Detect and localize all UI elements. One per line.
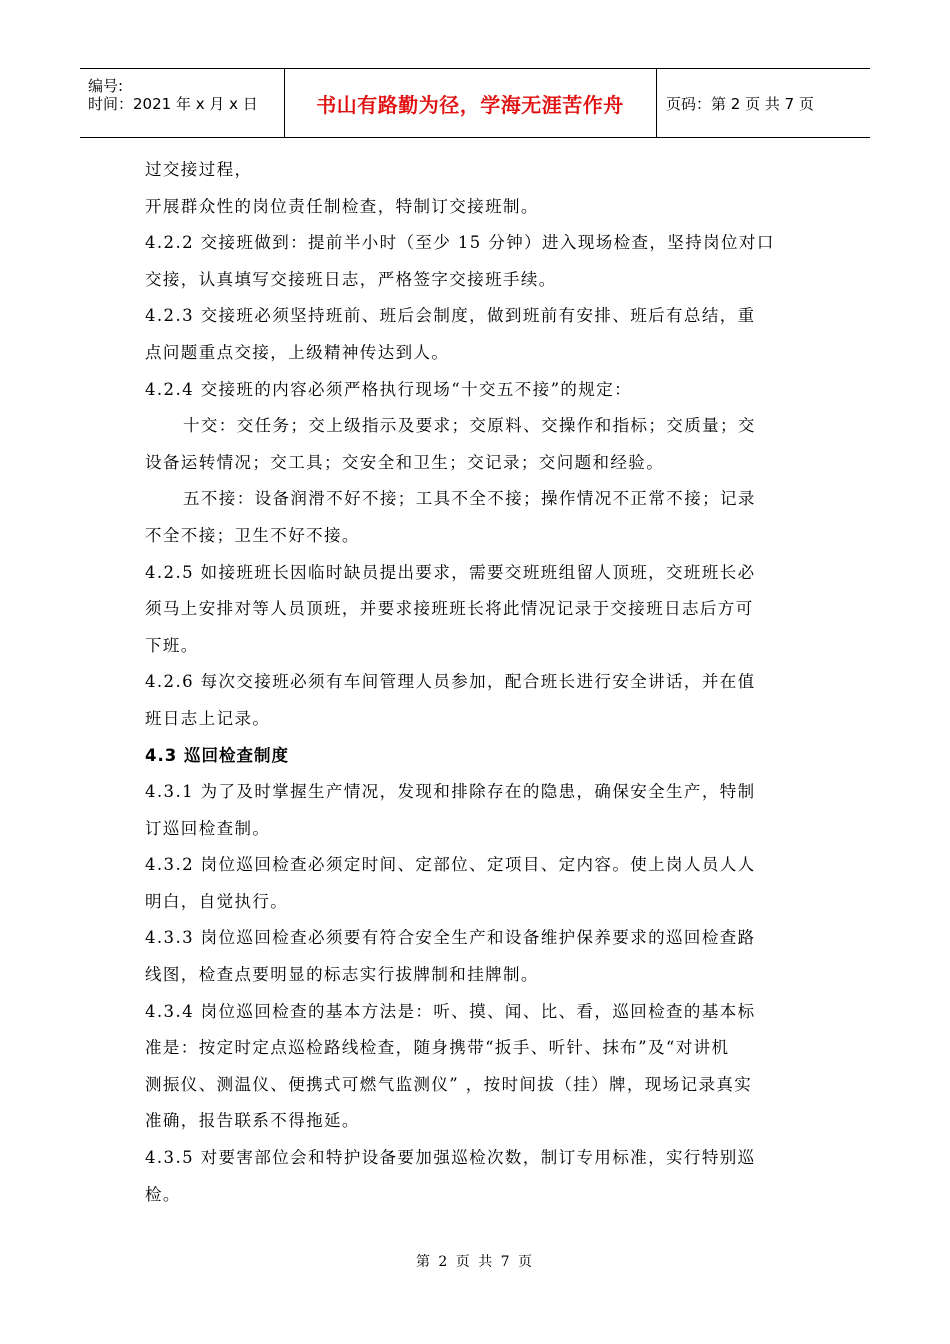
body-line: 下班。 — [145, 635, 199, 655]
body-line: 测振仪、测温仪、便携式可燃气监测仪” ，按时间拔（挂）牌，现场记录真实 — [145, 1074, 753, 1094]
body-line: 4.3.2 岗位巡回检查必须定时间、定部位、定项目、定内容。使上岗人员人人 — [145, 855, 756, 875]
body-line: 须马上安排对等人员顶班，并要求接班班长将此情况记录于交接班日志后方可 — [145, 599, 754, 619]
body-line: 4.3.3 岗位巡回检查必须要有符合安全生产和设备维护保养要求的巡回检查路 — [145, 928, 756, 948]
body-line: 明白，自觉执行。 — [145, 891, 289, 911]
body-line: 线图，检查点要明显的标志实行拔牌制和挂牌制。 — [145, 965, 539, 985]
section-heading: 4.3 巡回检查制度 — [145, 745, 289, 765]
body-line: 点问题重点交接，上级精神传达到人。 — [145, 342, 450, 362]
page-footer: 第 2 页 共 7 页 — [415, 1254, 535, 1270]
header-motto: 书山有路勤为径，学海无涯苦作舟 — [284, 69, 657, 137]
body-line: 不全不接；卫生不好不接。 — [145, 525, 360, 545]
body-line: 准确，报告联系不得拖延。 — [145, 1111, 360, 1131]
body-line: 十交：交任务；交上级指示及要求；交原料、交操作和指标；交质量；交 — [183, 416, 756, 436]
body-line: 4.3.4 岗位巡回检查的基本方法是：听、摸、闻、比、看，巡回检查的基本标 — [145, 1001, 756, 1021]
body-line: 五不接：设备润滑不好不接；工具不全不接；操作情况不正常不接；记录 — [183, 489, 756, 509]
document-body — [145, 152, 810, 1213]
body-line: 4.2.3 交接班必须坚持班前、班后会制度，做到班前有安排、班后有总结，重 — [145, 306, 756, 326]
body-line: 4.3.5 对要害部位会和特护设备要加强巡检次数，制订专用标准，实行特别巡 — [145, 1148, 756, 1168]
body-line: 过交接过程， — [145, 160, 253, 179]
body-line: 4.2.2 交接班做到：提前半小时（至少 15 分钟）进入现场检查，坚持岗位对口 — [145, 233, 775, 253]
body-line: 开展群众性的岗位责任制检查，特制订交接班制。 — [145, 196, 539, 216]
page-header — [80, 68, 870, 138]
body-line: 订巡回检查制。 — [145, 818, 271, 838]
document-date: 时间：2021 年 x 月 x 日 — [88, 95, 258, 113]
body-line: 4.2.4 交接班的内容必须严格执行现场“十交五不接”的规定： — [145, 379, 632, 399]
body-line: 检。 — [145, 1184, 181, 1204]
body-line: 设备运转情况；交工具；交安全和卫生；交记录；交问题和经验。 — [145, 452, 665, 472]
body-line: 准是：按定时定点巡检路线检查，随身携带“扳手、听针、抹布”及“对讲机 — [145, 1038, 730, 1058]
header-meta — [80, 69, 285, 137]
body-line: 4.3.1 为了及时掌握生产情况，发现和排除存在的隐患，确保安全生产，特制 — [145, 782, 756, 802]
body-line: 4.2.5 如接班班长因临时缺员提出要求，需要交班班组留人顶班，交班班长必 — [145, 562, 756, 582]
body-line: 班日志上记录。 — [145, 708, 271, 728]
body-line: 4.2.6 每次交接班必须有车间管理人员参加，配合班长进行安全讲话，并在值 — [145, 672, 756, 692]
header-page-code: 页码：第 2 页 共 7 页 — [666, 94, 814, 113]
document-number-label: 编号: — [88, 77, 124, 95]
body-line: 交接，认真填写交接班日志，严格签字交接班手续。 — [145, 269, 557, 289]
